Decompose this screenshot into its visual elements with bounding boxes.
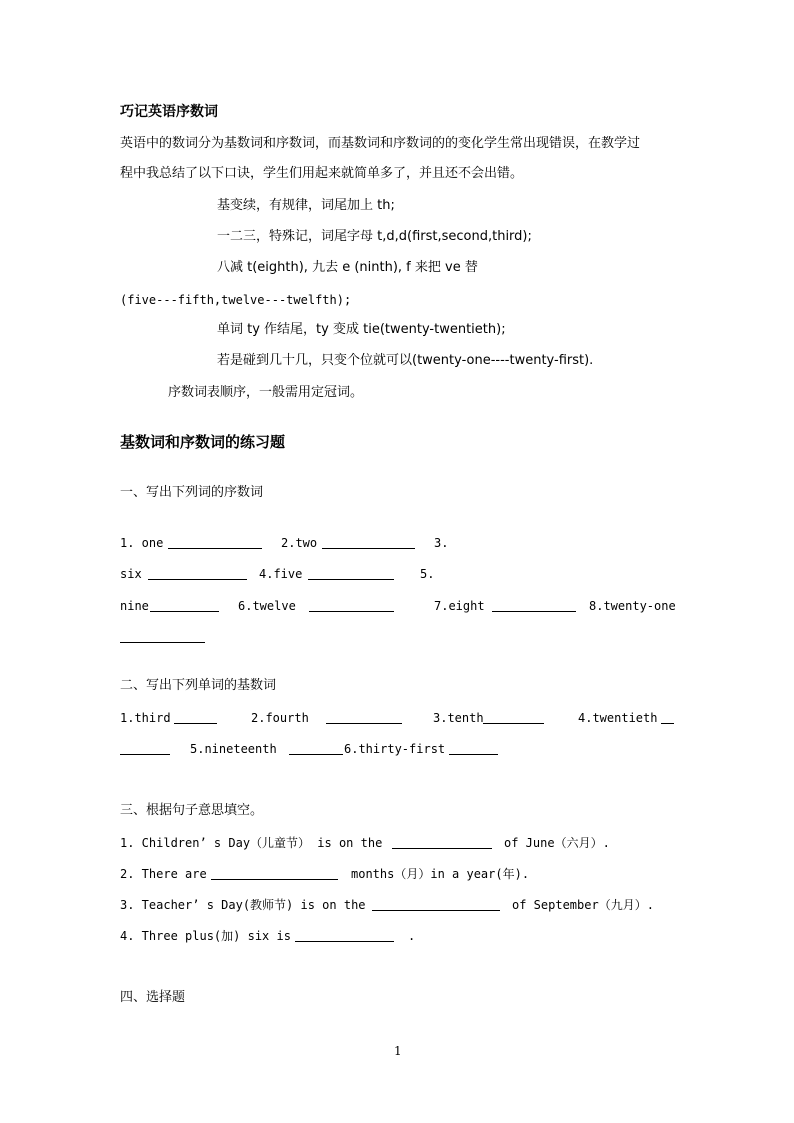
answer-blank[interactable] <box>150 611 219 612</box>
answer-blank[interactable] <box>308 579 394 580</box>
part3-heading: 三、根据句子意思填空。 <box>120 803 264 818</box>
answer-blank[interactable] <box>120 642 205 643</box>
answer-blank[interactable] <box>168 548 262 549</box>
part2-item-4: 4.twentieth <box>578 711 658 725</box>
intro-paragraph-line-2: 程中我总结了以下口诀，学生们用起来就简单多了，并且还不会出错。 <box>120 166 524 181</box>
part1-item-6: 6.twelve <box>238 599 296 613</box>
part2-item-1: 1.third <box>120 711 171 725</box>
page-number: 1 <box>394 1044 402 1058</box>
part2-heading: 二、写出下列单词的基数词 <box>120 678 277 693</box>
answer-blank[interactable] <box>661 723 674 724</box>
rhyme-line-4: 单词 ty 作结尾，ty 变成 tie(twenty-twentieth); <box>217 322 506 337</box>
part1-item-4: 4.five <box>259 567 303 581</box>
intro-title: 巧记英语序数词 <box>120 104 218 120</box>
part1-item-7: 7.eight <box>434 599 485 613</box>
part1-item-3-word: six <box>120 567 142 581</box>
part1-item-1: 1. one <box>120 536 164 550</box>
exercise-title: 基数词和序数词的练习题 <box>120 433 286 451</box>
answer-blank[interactable] <box>483 723 544 724</box>
answer-blank[interactable] <box>309 611 394 612</box>
part4-heading: 四、选择题 <box>120 990 186 1005</box>
part2-item-5: 5.nineteenth <box>190 742 277 756</box>
part2-item-6: 6.thirty-first <box>344 742 446 756</box>
rhyme-line-1: 基变续，有规律，词尾加上 th; <box>217 198 395 213</box>
part3-sentence-2-end: months（月）in a year(年). <box>351 867 530 881</box>
answer-blank[interactable] <box>148 579 247 580</box>
answer-blank[interactable] <box>449 754 498 755</box>
rhyme-line-3-continued: (five---fifth,twelve---twelfth); <box>120 293 352 307</box>
answer-blank[interactable] <box>289 754 343 755</box>
part3-sentence-2-start: 2. There are <box>120 867 207 881</box>
part3-sentence-3-start: 3. Teacher’ s Day(教师节) is on the <box>120 898 366 912</box>
part1-item-3: 3. <box>434 536 449 550</box>
part1-item-2: 2.two <box>281 536 318 550</box>
part1-item-5: 5. <box>420 567 435 581</box>
rhyme-line-6: 序数词表顺序，一般需用定冠词。 <box>168 385 364 400</box>
answer-blank[interactable] <box>372 910 500 911</box>
part1-item-8: 8.twenty-one <box>589 599 676 613</box>
answer-blank[interactable] <box>295 941 394 942</box>
part2-item-2: 2.fourth <box>251 711 309 725</box>
part1-heading: 一、写出下列词的序数词 <box>120 485 264 500</box>
answer-blank[interactable] <box>120 754 170 755</box>
answer-blank[interactable] <box>492 611 576 612</box>
part3-sentence-3-end: of September（九月）. <box>512 898 654 912</box>
answer-blank[interactable] <box>322 548 415 549</box>
part1-item-5-word: nine <box>120 599 149 613</box>
part3-sentence-1-start: 1. Children’ s Day（儿童节） is on the <box>120 836 383 850</box>
part2-item-3: 3.tenth <box>433 711 484 725</box>
answer-blank[interactable] <box>326 723 402 724</box>
part3-sentence-4-end: . <box>408 929 416 943</box>
rhyme-line-3: 八减 t(eighth), 九去 e (ninth), f 来把 ve 替 <box>217 260 478 275</box>
rhyme-line-5: 若是碰到几十几，只变个位就可以(twenty-one----twenty-first). <box>217 353 594 368</box>
answer-blank[interactable] <box>392 848 492 849</box>
answer-blank[interactable] <box>211 879 338 880</box>
answer-blank[interactable] <box>174 723 217 724</box>
part3-sentence-4-start: 4. Three plus(加) six is <box>120 929 291 943</box>
intro-paragraph-line-1: 英语中的数词分为基数词和序数词，而基数词和序数词的的变化学生常出现错误，在教学过 <box>120 136 641 151</box>
part3-sentence-1-end: of June（六月）. <box>504 836 610 850</box>
rhyme-line-2: 一二三，特殊记，词尾字母 t,d,d(first,second,third); <box>217 229 532 244</box>
